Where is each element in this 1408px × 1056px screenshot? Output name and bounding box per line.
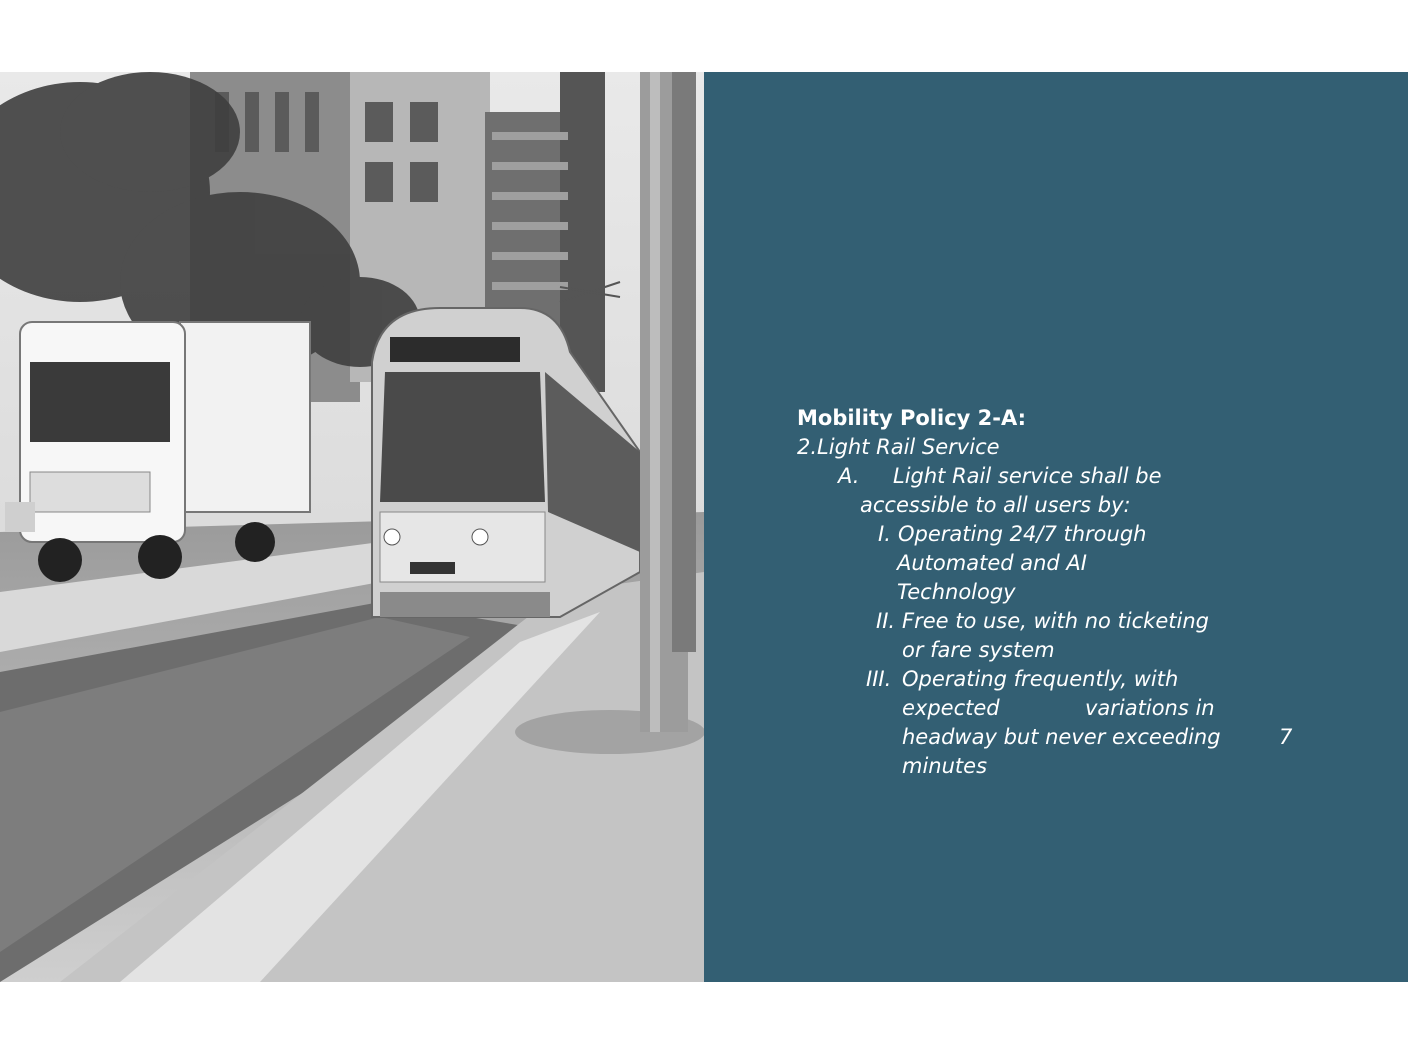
item-a-text-line2: accessible to all users by: [860,493,1131,517]
sub-item-i-marker: I. [878,522,891,546]
sub-item-i-line1: Operating 24/7 through [898,522,1147,546]
sub-item-iii-line1: Operating frequently, with [902,667,1179,691]
sub-item-ii-marker: II. [876,609,896,633]
item-a-marker: A. [838,464,860,488]
sub-item-ii-line2: or fare system [902,638,1055,662]
delivery-truck [5,322,310,582]
policy-section-title: 2.Light Rail Service [797,435,1000,459]
sub-item-iii-line2b: variations in [1085,696,1215,720]
photo-illustration [0,72,704,982]
tram-street-photo [0,72,704,982]
sub-item-ii-line1: Free to use, with no ticketing [902,609,1209,633]
sub-item-iii-line3b: 7 [1279,725,1293,749]
sub-item-iii-line4: minutes [902,754,988,778]
item-a-text-line1: Light Rail service shall be [893,464,1162,488]
sub-item-i-line3: Technology [897,580,1016,604]
sub-item-iii-line3a: headway but never exceeding [902,725,1221,749]
sub-item-i-line2: Automated and AI [897,551,1087,575]
sub-item-iii-line2a: expected [902,696,1000,720]
policy-heading: Mobility Policy 2-A: [797,406,1027,430]
sub-item-iii-marker: III. [866,667,892,691]
